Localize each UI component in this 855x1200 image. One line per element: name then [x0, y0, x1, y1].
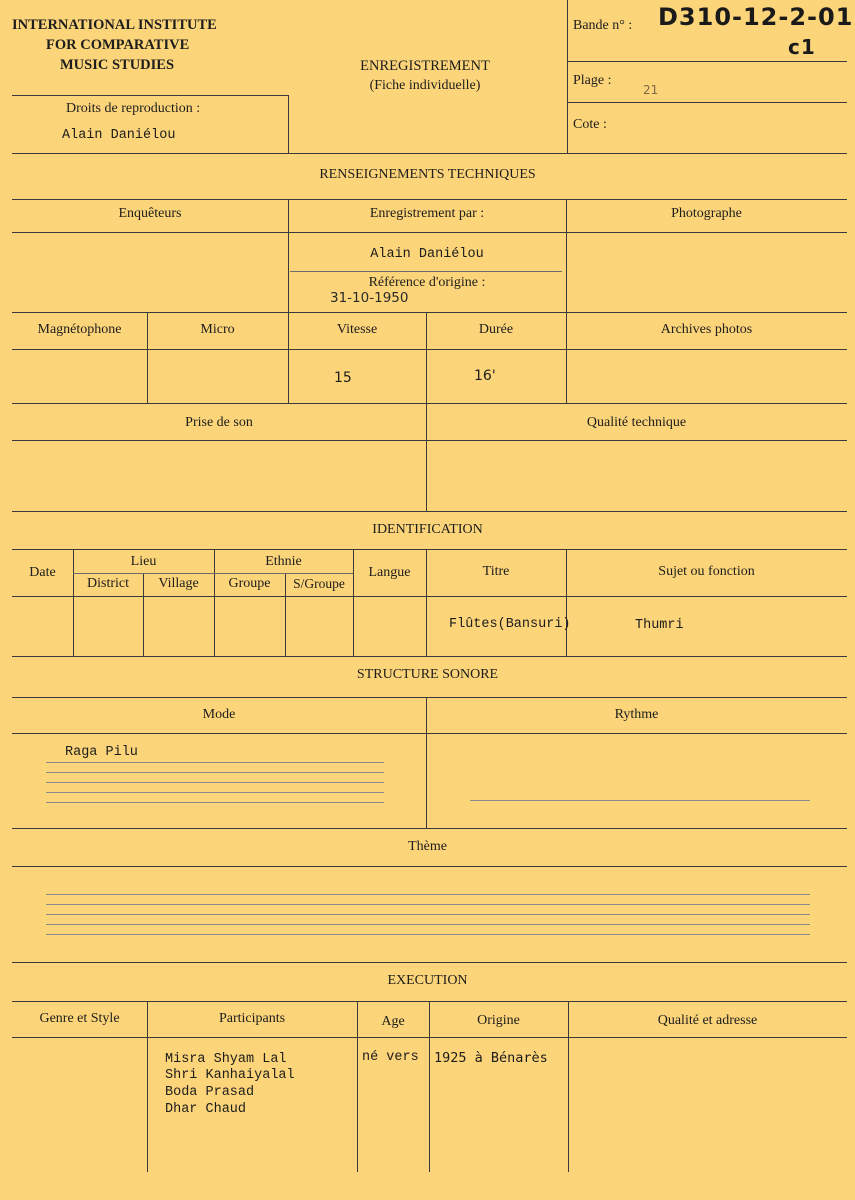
execution-section-title: EXECUTION — [387, 973, 468, 988]
duree-label: Durée — [478, 322, 514, 337]
vitesse-value: 15 — [334, 370, 352, 386]
rights-label: Droits de reproduction : — [66, 101, 201, 116]
vitesse-label: Vitesse — [336, 322, 378, 337]
date-label: Date — [29, 565, 56, 580]
bande-value: D310-12-2-01 — [658, 3, 854, 31]
mode-value: Raga Pilu — [65, 745, 138, 760]
village-label: Village — [158, 576, 199, 591]
cote-label: Cote : — [573, 117, 607, 132]
participant-3: Boda Prasad — [165, 1085, 255, 1100]
archives-label: Archives photos — [660, 322, 753, 337]
bande-label: Bande n° : — [573, 18, 633, 33]
technical-section-title: RENSEIGNEMENTS TECHNIQUES — [319, 167, 536, 182]
participants-label: Participants — [218, 1011, 286, 1026]
sujet-value: Thumri — [635, 618, 684, 633]
participant-1: Misra Shyam Lal — [165, 1052, 287, 1067]
duree-value: 16' — [474, 368, 496, 384]
plage-value: 21 — [643, 83, 659, 97]
institute-line-1: INTERNATIONAL INSTITUTE — [12, 17, 217, 33]
groupe-label: Groupe — [228, 576, 271, 591]
form-subtitle: (Fiche individuelle) — [369, 78, 481, 93]
participant-2: Shri Kanhaiyalal — [165, 1068, 295, 1083]
langue-label: Langue — [368, 565, 411, 580]
reference-label: Référence d'origine : — [368, 275, 486, 290]
origine-value: 1925 à Bénarès — [434, 1050, 548, 1066]
bande-suffix: c1 — [788, 35, 816, 59]
rythme-label: Rythme — [614, 707, 659, 722]
qualite-technique-label: Qualité technique — [586, 415, 687, 430]
qualite-adresse-label: Qualité et adresse — [657, 1013, 758, 1028]
sujet-label: Sujet ou fonction — [658, 564, 755, 579]
identification-section-title: IDENTIFICATION — [372, 522, 483, 537]
age-label: Age — [381, 1014, 405, 1029]
micro-label: Micro — [200, 322, 235, 337]
participant-4: Dhar Chaud — [165, 1102, 247, 1117]
form-title: ENREGISTREMENT — [360, 58, 490, 74]
prise-label: Prise de son — [185, 415, 253, 430]
enregistrement-value: Alain Daniélou — [370, 247, 484, 262]
titre-label: Titre — [482, 564, 510, 579]
mode-label: Mode — [202, 707, 236, 722]
plage-label: Plage : — [573, 73, 612, 88]
photographe-label: Photographe — [671, 206, 742, 221]
rights-value: Alain Daniélou — [62, 128, 176, 143]
reference-value: 31-10-1950 — [330, 290, 409, 306]
origine-label: Origine — [477, 1013, 520, 1028]
institute-line-2: FOR COMPARATIVE — [46, 37, 190, 53]
enregistrement-label: Enregistrement par : — [369, 206, 485, 221]
theme-label: Thème — [408, 839, 447, 854]
sgroupe-label: S/Groupe — [293, 576, 345, 591]
genre-label: Genre et Style — [39, 1011, 120, 1026]
magnetophone-label: Magnétophone — [37, 322, 122, 337]
structure-section-title: STRUCTURE SONORE — [356, 667, 499, 682]
enqueteurs-label: Enquêteurs — [118, 206, 182, 221]
titre-value: Flûtes(Bansuri) — [449, 617, 571, 632]
district-label: District — [87, 576, 129, 591]
institute-line-3: MUSIC STUDIES — [60, 57, 175, 73]
lieu-label: Lieu — [130, 554, 157, 569]
ethnie-label: Ethnie — [265, 554, 302, 569]
age-value: né vers — [362, 1050, 419, 1065]
